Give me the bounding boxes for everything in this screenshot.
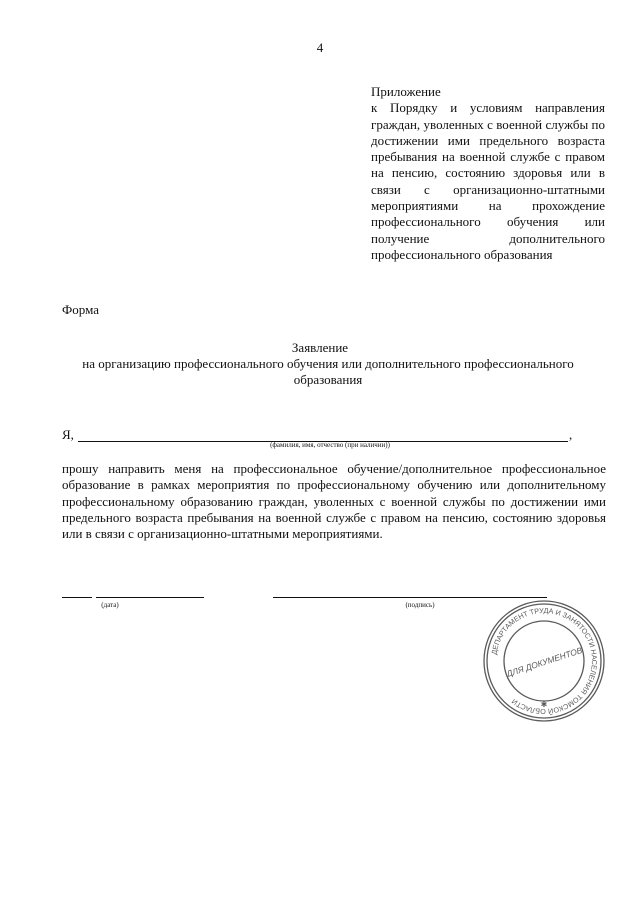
name-field-suffix: , [569, 427, 573, 442]
stamp-ring-text: ДЕПАРТАМЕНТ ТРУДА И ЗАНЯТОСТИ НАСЕЛЕНИЯ ТОМСКОЙ ОБЛАСТИ [489, 605, 600, 717]
request-paragraph: прошу направить меня на профессиональное обучение/дополнительное профессиональное образование в рамках мероприятия по профессиональному обучению или дополнительному профессиональному образованию граждан, уволенных с военной службы по достижении ими предельного возраста пребывания на военной службе с правом на пенсию, состоянию здоровья или в связи с организационно-штатными мероприятиями. [62, 461, 606, 542]
name-field-prefix: Я, [62, 427, 74, 442]
signature-caption: (подпись) [405, 601, 435, 609]
date-caption: (дата) [101, 601, 119, 609]
official-stamp [480, 597, 608, 725]
stamp-center-text: ДЛЯ ДОКУМЕНТОВ [505, 644, 584, 679]
date-fill-line-month-year [96, 597, 204, 598]
appendix-body: к Порядку и условиям направления граждан, уволенных с военной службы по достижении ими предельного возраста пребывания на военной службе с правом на пенсию, состоянию здоровья или в связи с организационно-штатными мероприятиями на прохождение профессионального обучения или получение дополнительного профессионального образования [371, 100, 605, 262]
statement-title: Заявление [291, 340, 349, 355]
appendix-block [371, 84, 605, 263]
form-label: Форма [62, 302, 99, 317]
name-field-caption: (фамилия, имя, отчество (при наличии)) [270, 441, 390, 449]
page-number: 4 [316, 40, 324, 55]
statement-subtitle: на организацию профессионального обучения или дополнительного профессионального образования [82, 356, 574, 387]
stamp-star-icon: ✱ [540, 700, 548, 709]
date-fill-line-day [62, 597, 92, 598]
appendix-title: Приложение [371, 84, 441, 99]
